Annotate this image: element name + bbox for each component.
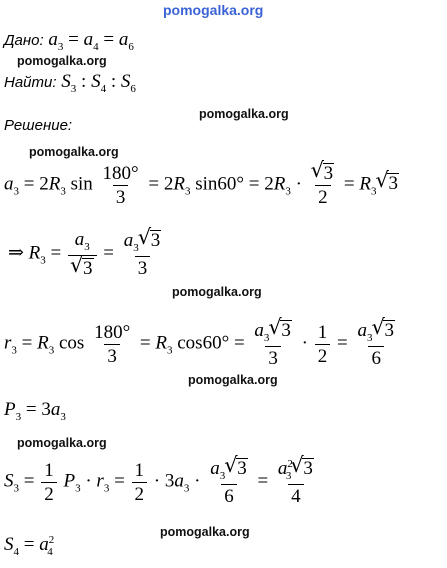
find-label: Найти:	[4, 74, 57, 91]
equation-R3: ⇒ $R_3$ = $a_3$ √ 3 = $\frac{a_3√ 3}{3}$	[8, 230, 166, 278]
watermark: pomogalka.org	[17, 436, 107, 450]
equation-P3: $P_3 = 3a_3$	[4, 399, 66, 423]
watermark: pomogalka.org	[17, 54, 107, 68]
equation-r3: $r_3 = R_3$ cos $\frac{180^\circ}{3}$ = $R_3$ cos60° = $\frac{a_3√ 3}{3}$ · $\frac{1}{2}$ = $\frac{a_3√ 3}{6}$	[4, 320, 400, 368]
equation-S3: $S_3$ = $\frac{1}{2}$ $P_3 \cdot r_3$ = $\frac{1}{2}$ · $3a_3$ · $\frac{a_3√ 3}{6}$ = $\frac{a^2_3√ 3}{4}$	[4, 458, 319, 506]
given-label: Дано:	[4, 32, 44, 49]
given-line: Дано: $a_3 = a_4 = a_6$	[4, 29, 134, 53]
solution-label: Решение:	[4, 117, 73, 134]
find-line: Найти: $S_3$ : $S_4$ : $S_6$	[4, 71, 136, 95]
watermark: pomogalka.org	[29, 145, 119, 159]
equation-side-a3: $a_3 = 2R_3$ sin $\frac{180^\circ}{3}$ = $2R_3$ $\sin 60^\circ = 2R_3$ · √ $\frac{3}{2}$ = $R_3√$ 3	[4, 163, 399, 207]
equation-S4: $S_4 = a^2_4$	[4, 534, 55, 558]
watermark-header: pomogalka.org	[163, 2, 264, 18]
watermark: pomogalka.org	[172, 285, 262, 299]
watermark: pomogalka.org	[188, 373, 278, 387]
watermark: pomogalka.org	[160, 525, 250, 539]
watermark: pomogalka.org	[199, 107, 289, 121]
